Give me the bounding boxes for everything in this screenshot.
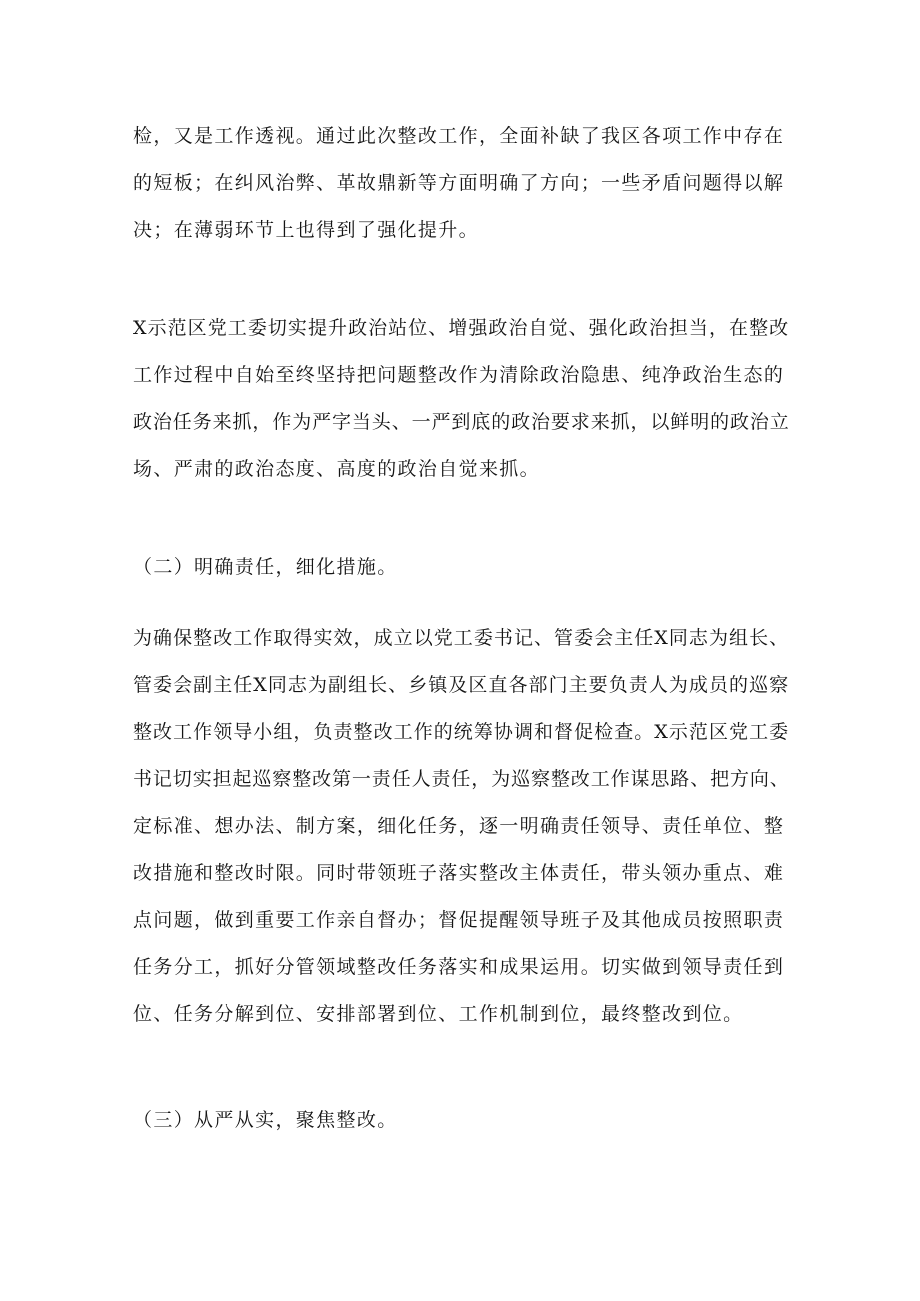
paragraph-2 [133,305,793,493]
text-line: 的短板；在纠风治弊、革故鼎新等方面明确了方向；一些矛盾问题得以解 [133,172,785,194]
heading-text: （二）明确责任，细化措施。 [133,556,398,578]
paragraph-1 [133,113,793,254]
text-line: 任务分工，抓好分管领域整改任务落实和成果运用。切实做到领导责任到 [133,956,785,978]
paragraph-3 [133,615,793,1038]
text-line: 政治任务来抓，作为严字当头、一严到底的政治要求来抓，以鲜明的政治立 [133,411,790,433]
heading-text: （三）从严从实，聚焦整改。 [133,1109,398,1131]
text-line: 书记切实担起巡察整改第一责任人责任，为巡察整改工作谋思路、把方向、 [133,768,790,790]
text-line: 位、任务分解到位、安排部署到位、工作机制到位，最终整改到位。 [133,1003,744,1025]
section-heading-2 [133,544,793,591]
text-line: 改措施和整改时限。同时带领班子落实整改主体责任，带头领办重点、难 [133,862,785,884]
section-heading-3 [133,1097,793,1144]
text-line: 点问题，做到重要工作亲自督办；督促提醒领导班子及其他成员按照职责 [133,909,785,931]
text-line: 管委会副主任X同志为副组长、乡镇及区直各部门主要负责人为成员的巡察 [133,674,790,696]
text-line: 为确保整改工作取得实效，成立以党工委书记、管委会主任X同志为组长、 [133,627,790,649]
text-line: 整改工作领导小组，负责整改工作的统筹协调和督促检查。X示范区党工委 [133,721,790,743]
text-line: 检，又是工作透视。通过此次整改工作，全面补缺了我区各项工作中存在 [133,125,785,147]
text-line: 定标准、想办法、制方案，细化任务，逐一明确责任领导、责任单位、整 [133,815,785,837]
text-line: X示范区党工委切实提升政治站位、增强政治自觉、强化政治担当，在整改 [133,317,790,339]
text-line: 场、严肃的政治态度、高度的政治自觉来抓。 [133,458,541,480]
text-line: 决；在薄弱环节上也得到了强化提升。 [133,219,479,241]
text-line: 工作过程中自始至终坚持把问题整改作为清除政治隐患、纯净政治生态的 [133,364,785,386]
